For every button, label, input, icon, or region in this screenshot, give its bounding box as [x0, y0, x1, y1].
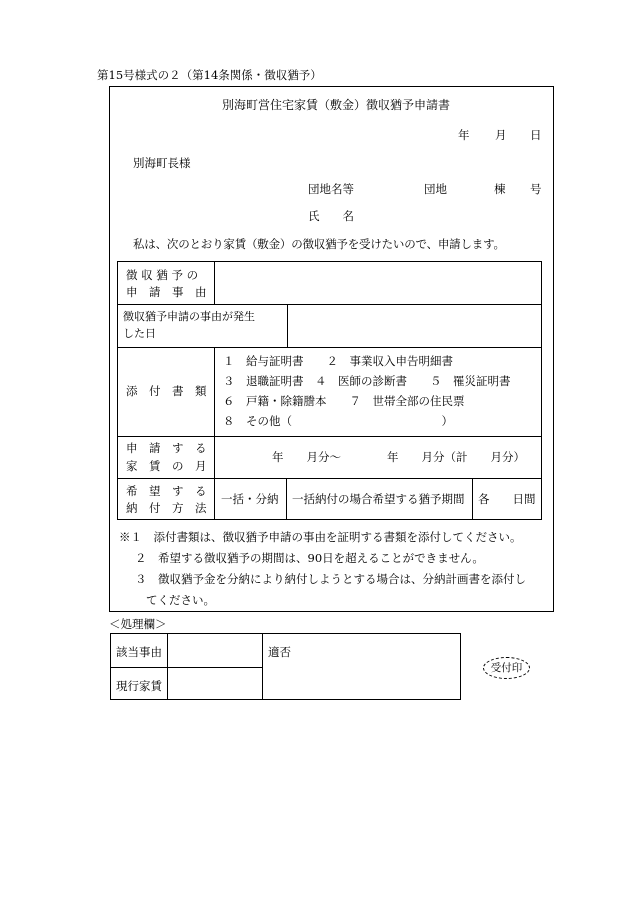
- note-3-continued: てください。: [146, 593, 215, 607]
- attachments-label: 添 付 書 類: [126, 384, 207, 398]
- processing-col-divider: [262, 633, 263, 700]
- complex-label: 団地名等: [308, 182, 354, 196]
- reason-label-line1: 徴 収 猶 予 の: [126, 268, 199, 282]
- table-col-divider: [214, 347, 215, 520]
- processing-col-divider: [167, 633, 168, 700]
- complex-unit: 団地: [424, 182, 447, 196]
- processing-reason-label: 該当事由: [116, 645, 162, 659]
- table-row-divider: [117, 478, 542, 479]
- payment-method-label-line2: 納 付 方 法: [126, 501, 207, 515]
- table-row-divider: [117, 304, 542, 305]
- occurrence-date-label-line1: 徴収猶予申請の事由が発生: [123, 310, 255, 323]
- payment-option-days: 各 日間: [478, 492, 536, 506]
- date-year: 年: [458, 128, 470, 142]
- attachment-line-4: ８ その他（ ）: [223, 414, 453, 428]
- table-col-divider: [287, 304, 288, 347]
- note-2: ２ 希望する徴収猶予の期間は、90日を超えることができません。: [135, 551, 484, 565]
- name-label: 氏 名: [308, 209, 354, 223]
- table-col-divider: [214, 261, 215, 304]
- room-unit: 号: [530, 182, 542, 196]
- form-number: 第15号様式の２（第14条関係・徴収猶予）: [97, 68, 322, 82]
- form-title: 別海町営住宅家賃（敷金）徴収猶予申請書: [222, 98, 451, 112]
- payment-option-deferral-period: 一括納付の場合希望する猶予期間: [292, 492, 465, 506]
- rent-month-label-line2: 家 賃 の 月: [126, 459, 207, 473]
- attachment-line-2: ３ 退職証明書 ４ 医師の診断書 ５ 罹災証明書: [223, 374, 511, 388]
- table-row-divider: [117, 347, 542, 348]
- processing-current-rent-label: 現行家賃: [116, 679, 162, 693]
- processing-header: ＜処理欄＞: [109, 617, 167, 631]
- reception-stamp: 受付印: [483, 657, 530, 679]
- attachment-line-1: １ 給与証明書 ２ 事業収入申告明細書: [223, 354, 453, 368]
- statement: 私は、次のとおり家賃（敷金）の徴収猶予を受けたいので、申請します。: [133, 237, 505, 251]
- rent-month-label-line1: 申 請 す る: [126, 441, 207, 455]
- occurrence-date-label-line2: した日: [123, 327, 156, 340]
- table-col-divider: [472, 478, 473, 520]
- date-month: 月: [495, 128, 507, 142]
- attachment-line-3: ６ 戸籍・除籍謄本 ７ 世帯全部の住民票: [223, 394, 465, 408]
- table-row-divider: [117, 436, 542, 437]
- building-unit: 棟: [494, 182, 506, 196]
- note-3: ３ 徴収猶予金を分納により納付しようとする場合は、分納計画書を添付し: [135, 572, 526, 586]
- processing-approval-label: 適否: [268, 645, 291, 659]
- reason-label-line2: 申 請 事 由: [126, 285, 207, 299]
- addressee: 別海町長様: [133, 156, 191, 170]
- processing-row-divider: [110, 667, 263, 668]
- payment-method-label-line1: 希 望 す る: [126, 484, 207, 498]
- date-day: 日: [530, 128, 542, 142]
- payment-option-lump-or-installment: 一括・分納: [221, 492, 279, 506]
- rent-month-value: 年 月分～ 年 月分（計 月分）: [272, 450, 525, 464]
- table-col-divider: [286, 478, 287, 520]
- note-1: ※１ 添付書類は、徴収猶予申請の事由を証明する書類を添付してください。: [119, 530, 522, 544]
